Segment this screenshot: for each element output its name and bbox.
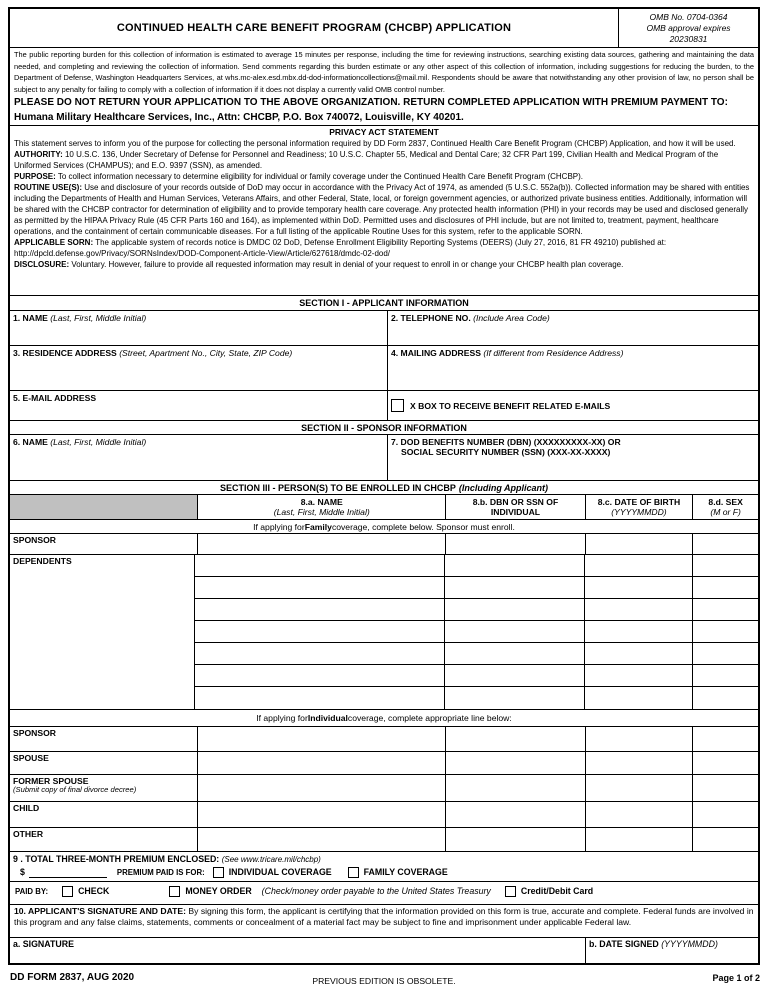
dependent-row [195,687,758,709]
premium-amount-line [10,864,758,881]
individual-sponsor-sex-cell[interactable] [692,727,758,751]
former-spouse-note: (Submit copy of final divorce decree) [13,785,137,794]
former-spouse-dbn-cell[interactable] [445,775,584,801]
section3-header [10,481,758,495]
dependent-dbn-cell[interactable] [444,555,584,576]
child-row [10,802,758,828]
dependent-name-cell[interactable] [195,643,444,664]
family-coverage-checkbox[interactable] [348,867,359,878]
other-name-cell[interactable] [197,828,445,851]
email-label: 5. E-MAIL ADDRESS [13,393,97,403]
residence-address-hint: (Street, Apartment No., City, State, ZIP Code) [119,348,293,358]
paid-by-line [10,881,758,900]
telephone-hint: (Include Area Code) [473,313,550,323]
dependent-name-cell[interactable] [195,621,444,642]
form-id: DD FORM 2837, AUG 2020 [10,972,135,983]
paid-by-label: PAID BY: [15,886,49,896]
dependent-dob-cell[interactable] [584,665,692,686]
dependent-name-cell[interactable] [195,599,444,620]
omb-expires-label: OMB approval expires [646,22,731,33]
mailing-address-label: 4. MAILING ADDRESS [391,348,481,358]
premium-amount-input[interactable] [29,866,107,878]
dependent-dob-cell[interactable] [584,687,692,709]
other-dbn-cell[interactable] [445,828,584,851]
privacy-disclosure: DISCLOSURE: Voluntary. However, failure to provide all requested information may result in denial of your request to enroll in or change your CHCBP health plan coverage. [14,260,624,269]
section2-header: SECTION II - SPONSOR INFORMATION [10,421,758,435]
premium-hint: (See www.tricare.mil/chcbp) [221,855,321,864]
omb-box [618,9,758,47]
check-checkbox[interactable] [62,886,73,897]
former-spouse-row [10,775,758,802]
individual-coverage-label: INDIVIDUAL COVERAGE [228,867,332,877]
former-spouse-name-cell[interactable] [197,775,445,801]
return-notice: PLEASE DO NOT RETURN YOUR APPLICATION TO THE ABOVE ORGANIZATION. RETURN COMPLETED APPLICATION WITH PREMIUM PAYMENT TO: Humana Military Healthcare Services, Inc., Attn: CHCBP, P.O. Box 740072, Louisville, KY 40201. [10,96,758,126]
child-name-cell[interactable] [197,802,445,827]
sponsor-dbn-label-line2: SOCIAL SECURITY NUMBER (SSN) (XXX-XX-XXXX) [401,447,611,457]
obsolete-note: PREVIOUS EDITION IS OBSOLETE. [312,976,456,986]
dependent-dbn-cell[interactable] [444,665,584,686]
former-spouse-dob-cell[interactable] [585,775,693,801]
dependent-sex-cell[interactable] [692,643,758,664]
privacy-authority: AUTHORITY: 10 U.S.C. 136, Under Secretary of Defense for Personnel and Readiness; 10 U.S.C. Chapter 55, Medical and Dental Care; 32 CFR Part 199, Civilian Health and Medical Program of the Uniformed Services (CHAMPUS); and E.O. 9397 (SSN), as amended. [14,150,719,170]
section1-header: SECTION I - APPLICANT INFORMATION [10,296,758,311]
mailing-address-hint: (If different from Residence Address) [483,348,624,358]
dependent-row [195,599,758,621]
dependent-sex-cell[interactable] [692,555,758,576]
payable-hint: (Check/money order payable to the United States Treasury [261,886,491,896]
premium-for-label: PREMIUM PAID IS FOR: [116,867,205,877]
money-order-label: MONEY ORDER [185,886,252,896]
name-field[interactable] [10,311,387,345]
dependent-dbn-cell[interactable] [444,687,584,709]
email-optin-field [387,391,758,420]
premium-section [10,852,758,905]
dependent-dbn-cell[interactable] [444,577,584,598]
dependents-rows [195,555,758,709]
name-label: 1. NAME [13,313,48,323]
child-dob-cell[interactable] [585,802,693,827]
col-header-dob: 8.c. DATE OF BIRTH (YYYYMMDD) [585,495,693,519]
signature-field[interactable] [10,938,585,963]
signature-certification-label: 10. APPLICANT'S SIGNATURE AND DATE: [14,906,187,916]
dependent-sex-cell[interactable] [692,665,758,686]
privacy-routine-use: ROUTINE USE(S): Use and disclosure of your records outside of DoD may occur in accordance with the Privacy Act of 1974, as amended (5 U.S.C. 552a(b)). Collected information may be shared with entities including the Departments of Health and Human Services, Veterans Affairs, and other Federal, State, local, or foreign government agencies, or authorized private business entities. Additionally, information will be shared with the CHCBP contractor for determination of eligibility and to provide temporary health care coverage. Any protected health information (PHI) in your records may be used and disclosed generally as permitted by the HIPAA Privacy Rule (45 CFR Parts 160 and 164), as implemented within DoD. Permitted uses and disclosures of PHI include, but are not limited to, treatment, payment, healthcare operations, and the containment of certain communicable diseases. For a full listing of the applicable Routine Uses for this system, refer to the applicable SORN. [14,183,750,236]
dependent-name-cell[interactable] [195,665,444,686]
spouse-dob-cell[interactable] [585,752,693,774]
telephone-field[interactable] [387,311,758,345]
date-signed-label: b. DATE SIGNED [589,939,659,949]
spouse-sex-cell[interactable] [692,752,758,774]
former-spouse-sex-cell[interactable] [692,775,758,801]
family-sponsor-row [10,534,758,555]
residence-address-label: 3. RESIDENCE ADDRESS [13,348,117,358]
omb-number: OMB No. 0704-0364 [649,11,728,22]
dependent-sex-cell[interactable] [692,599,758,620]
individual-sponsor-row [10,727,758,752]
child-dbn-cell[interactable] [445,802,584,827]
dependent-sex-cell[interactable] [692,621,758,642]
dependent-row [195,555,758,577]
dependent-row [195,643,758,665]
dependent-dbn-cell[interactable] [444,643,584,664]
sponsor-dbn-field[interactable] [387,435,758,480]
signature-certification-text: By signing this form, the applicant is certifying that the information provided on this form is true, accurate and complete. Federal funds are involved in this program and any false claims, statements, comments or concealment of a material fact may be subject to fine and imprisonment under applicable Federal law. [14,906,754,927]
child-sex-cell[interactable] [692,802,758,827]
form-body [8,7,760,965]
dependent-dob-cell[interactable] [584,577,692,598]
enrollment-table-header [10,495,758,520]
other-label: OTHER [13,829,44,839]
section2-row1 [10,435,758,481]
privacy-intro: This statement serves to inform you of the purpose for collecting the personal information required by DD Form 2837, Continued Health Care Benefit Program (CHCBP) Application, and how it will be used. [14,139,736,148]
date-signed-field[interactable] [585,938,758,963]
email-optin-label: X BOX TO RECEIVE BENEFIT RELATED E-MAILS [410,400,611,411]
col-header-name: 8.a. NAME (Last, First, Middle Initial) [197,495,445,519]
family-sponsor-dob-cell[interactable] [585,534,693,554]
title-row [10,9,758,48]
sponsor-name-field[interactable] [10,435,387,480]
form-title: CONTINUED HEALTH CARE BENEFIT PROGRAM (CHCBP) APPLICATION [116,22,512,34]
dependents-label: DEPENDENTS [10,555,195,709]
spouse-dbn-cell[interactable] [445,752,584,774]
privacy-title: PRIVACY ACT STATEMENT [329,127,439,137]
sponsor-name-hint: (Last, First, Middle Initial) [50,437,147,447]
family-sponsor-name-cell[interactable] [197,534,445,554]
dependent-name-cell[interactable] [195,555,444,576]
residence-address-field[interactable] [10,346,387,390]
signature-label: a. SIGNATURE [13,939,74,949]
privacy-purpose: PURPOSE: To collect information necessary to determine eligibility for individual or family coverage under the Continued Health Care Benefit Program (CHCBP). [14,172,584,181]
row-label-column-header [10,495,197,519]
credit-debit-checkbox[interactable] [505,886,516,897]
privacy-act-statement [10,126,758,296]
child-label: CHILD [13,803,40,813]
telephone-label: 2. TELEPHONE NO. [391,313,471,323]
sponsor-dbn-label-line1: 7. DOD BENEFITS NUMBER (DBN) (XXXXXXXXX-XX) OR [391,437,621,447]
spouse-name-cell[interactable] [197,752,445,774]
email-field[interactable] [10,391,387,420]
family-sponsor-sex-cell[interactable] [692,534,758,554]
date-signed-hint: (YYYYMMDD) [661,939,718,949]
section3-title-hint: (Including Applicant) [458,482,548,493]
signature-certification [10,905,758,938]
col-header-sex: 8.d. SEX (M or F) [692,495,758,519]
dependents-block [10,555,758,710]
currency-symbol: $ [20,867,25,877]
email-optin-checkbox[interactable] [391,399,404,412]
dependent-row [195,621,758,643]
spouse-label: SPOUSE [13,753,49,763]
individual-sponsor-name-cell[interactable] [197,727,445,751]
dependent-row [195,577,758,599]
dependent-dob-cell[interactable] [584,621,692,642]
section1-row1 [10,311,758,346]
page-number: Page 1 of 2 [712,973,760,983]
family-sponsor-dbn-cell[interactable] [445,534,584,554]
dependent-name-cell[interactable] [195,577,444,598]
dependent-name-cell[interactable] [195,687,444,709]
former-spouse-label: FORMER SPOUSE (Submit copy of final divorce decree) [10,775,197,801]
money-order-checkbox[interactable] [169,886,180,897]
privacy-sorn: APPLICABLE SORN: The applicable system of records notice is DMDC 02 DoD, Defense Enrollment Eligibility Reporting Systems (DEERS) (July 27, 2016, 81 FR 49210) published at: http://dpcld.defense.gov/Privacy/SORNsIndex/DOD-Component-Article-View/Article/627618/dmdc-02-dod/ [14,238,667,258]
dependent-sex-cell[interactable] [692,687,758,709]
signature-row [10,938,758,963]
dependent-dbn-cell[interactable] [444,599,584,620]
dependent-row [195,665,758,687]
individual-sponsor-label: SPONSOR [13,728,56,738]
individual-coverage-checkbox[interactable] [213,867,224,878]
premium-label: 9 . TOTAL THREE-MONTH PREMIUM ENCLOSED: [13,854,220,864]
family-coverage-label: FAMILY COVERAGE [363,867,448,877]
page-footer [8,972,760,992]
individual-coverage-instruction: If applying for Individual coverage, complete appropriate line below: [10,710,758,727]
other-row [10,828,758,852]
other-dob-cell[interactable] [585,828,693,851]
family-coverage-instruction: If applying for Family coverage, complete below. Sponsor must enroll. [10,520,758,534]
omb-expires-date: 20230831 [669,33,708,44]
dependent-dob-cell[interactable] [584,599,692,620]
sponsor-name-label: 6. NAME [13,437,48,447]
col-header-dbn-ssn: 8.b. DBN OR SSN OF INDIVIDUAL [445,495,584,519]
section1-row3 [10,391,758,421]
burden-statement: The public reporting burden for this collection of information is estimated to average 15 minutes per response, including the time for reviewing instructions, searching existing data sources, gathering and maintaining the data needed, and completing and reviewing the collection of information. Send comments regarding this burden estimate or any other aspect of this collection of information, including suggestions for reducing the burden, to the Department of Defense, Washington Headquarters Services, at whs.mc-alex.esd.mbx.dd-dod-informationcollections@mail.mil. Respondents should be aware that notwithstanding any other provision of law, no person shall be subject to any penalty for failing to comply with a collection of information if it does not display a currently valid OMB control number. [14,50,754,94]
dependent-dob-cell[interactable] [584,643,692,664]
premium-label-line [10,852,758,864]
name-hint: (Last, First, Middle Initial) [50,313,147,323]
spouse-row [10,752,758,775]
check-label: CHECK [78,886,110,896]
mailing-address-field[interactable] [387,346,758,390]
individual-sponsor-dob-cell[interactable] [585,727,693,751]
dependent-sex-cell[interactable] [692,577,758,598]
dependent-dbn-cell[interactable] [444,621,584,642]
dependent-dob-cell[interactable] [584,555,692,576]
other-sex-cell[interactable] [692,828,758,851]
family-sponsor-label: SPONSOR [13,535,56,545]
credit-debit-label: Credit/Debit Card [520,886,594,896]
section3-title: SECTION III - PERSON(S) TO BE ENROLLED IN CHCBP [219,482,456,493]
individual-sponsor-dbn-cell[interactable] [445,727,584,751]
section1-row2 [10,346,758,391]
